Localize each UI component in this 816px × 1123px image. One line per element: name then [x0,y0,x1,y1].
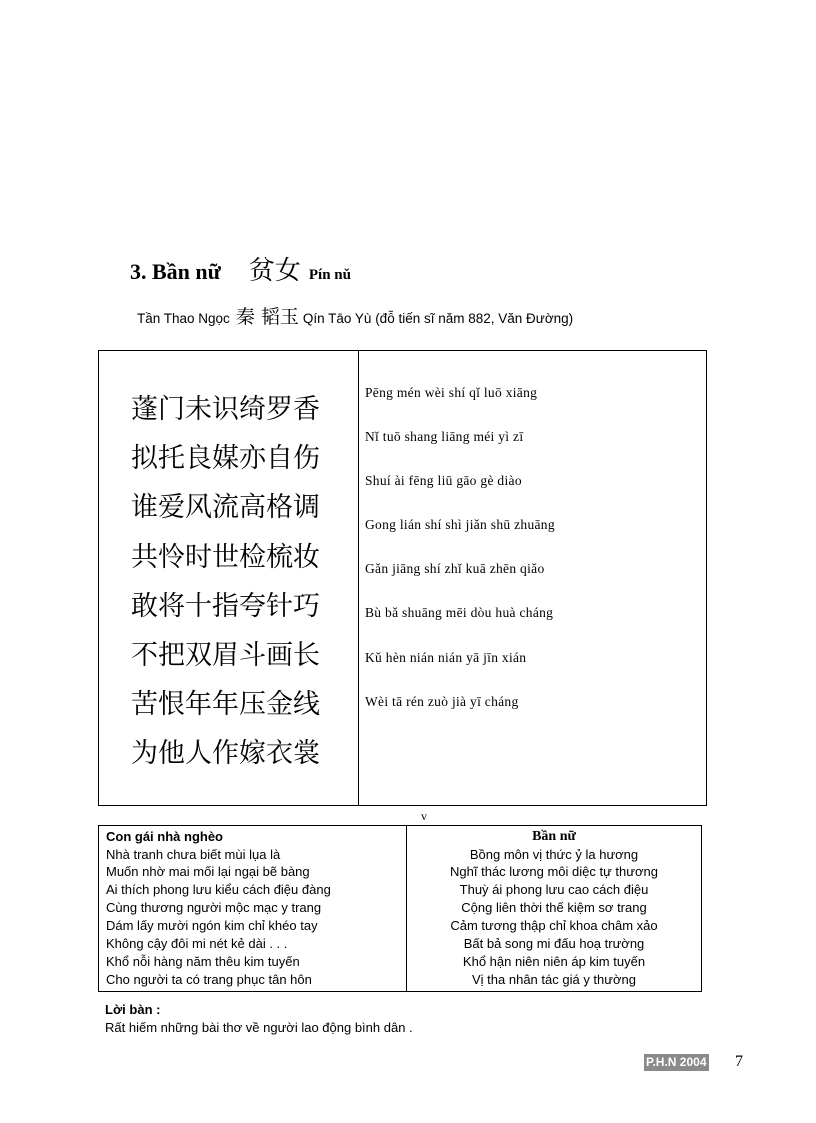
author-name-chinese: 秦 韬玉 [235,306,299,328]
chinese-line: 苦恨年年压金线 [131,689,320,721]
translation-left-column [106,828,401,989]
pinyin-column [365,371,555,724]
chinese-line: 谁爱风流高格调 [131,492,320,524]
poem-title [130,250,351,287]
translation-table [98,825,702,992]
chinese-line: 拟托良媒亦自伤 [131,443,320,475]
translation-left-line: Cho người ta có trang phục tân hôn [106,971,312,987]
translation-right-line: Cảm tương thập chỉ khoa châm xảo [450,918,658,934]
pinyin-line: Pēng mén wèi shí qǐ luō xiāng [365,385,538,400]
author-name-vietnamese: Tần Thao Ngọc [137,311,230,326]
translation-left-line: Khổ nỗi hàng năm thêu kim tuyến [106,953,300,969]
translation-left-line: Cùng thương người mộc mạc y trang [106,900,322,916]
pinyin-line: Kǔ hèn nián nián yā jīn xián [365,649,527,665]
chinese-line: 共怜时世检梳妆 [131,541,320,573]
translation-right-line: Cộng liên thời thế kiệm sơ trang [461,900,647,916]
chinese-line: 为他人作嫁衣裳 [131,738,320,770]
comment-text: Rất hiếm những bài thơ về người lao động bình dân . [105,1020,413,1035]
translation-right-line: Vị tha nhân tác giá y thường [472,971,636,987]
translation-right-line: Bất bả song mi đấu hoạ trường [463,936,645,952]
comment-title: Lời bàn : [105,1002,161,1017]
author-name-pinyin: Qín Tāo Yù [302,311,372,326]
translation-right-column [407,828,701,989]
translation-left-title: Con gái nhà nghèo [106,829,223,844]
translation-left-line: Muốn nhờ mai mối lại ngại bẽ bàng [106,864,310,880]
footer-badge: P.H.N 2004 [646,1055,707,1069]
title-chinese: 贫女 [248,256,301,286]
chinese-column [131,385,320,779]
poem-column-divider [358,351,359,805]
pinyin-line: Gǎn jiāng shí zhǐ kuā zhēn qiǎo [365,561,545,577]
separator-mark: v [421,809,427,823]
chinese-line: 敢将十指夸针巧 [131,590,320,622]
title-vietnamese: 3. Bần nữ [130,259,221,284]
translation-right-title: Bần nữ [532,829,576,844]
chinese-line: 不把双眉斗画长 [131,639,320,671]
translation-left-line: Không cậy đôi mi nét kẻ dài . . . [106,936,288,952]
pinyin-line: Gong lián shí shì jiǎn shū zhuāng [365,517,555,533]
chinese-line: 蓬门未识绮罗香 [131,394,320,425]
poem-table [98,350,707,806]
page-number: 7 [735,1053,743,1070]
translation-left-line: Dám lấy mười ngón kim chỉ khéo tay [106,918,318,934]
translation-right-line: Bồng môn vị thức ỷ la hương [469,846,639,862]
pinyin-line: Wèi tā rén zuò jià yī cháng [365,693,519,709]
translation-right-line: Nghĩ thác lương môi diệc tự thương [450,864,658,880]
translation-left-line: Nhà tranh chưa biết mùi lụa là [106,846,281,862]
author-line [137,302,573,329]
pinyin-line: Bù bǎ shuāng mēi dòu huà cháng [365,605,554,621]
pinyin-line: Shuí ài fēng liū gāo gè diào [365,473,522,489]
title-pinyin: Pín nǔ [308,267,351,283]
translation-left-line: Ai thích phong lưu kiểu cách điệu đàng [106,882,331,898]
author-note: (đỗ tiến sĩ năm 882, Văn Đường) [375,311,574,326]
translation-right-line: Khổ hận niên niên áp kim tuyến [462,953,646,969]
translation-right-line: Thuỳ ái phong lưu cao cách điệu [459,882,649,898]
pinyin-line: Nǐ tuō shang liāng méi yì zī [365,429,524,445]
